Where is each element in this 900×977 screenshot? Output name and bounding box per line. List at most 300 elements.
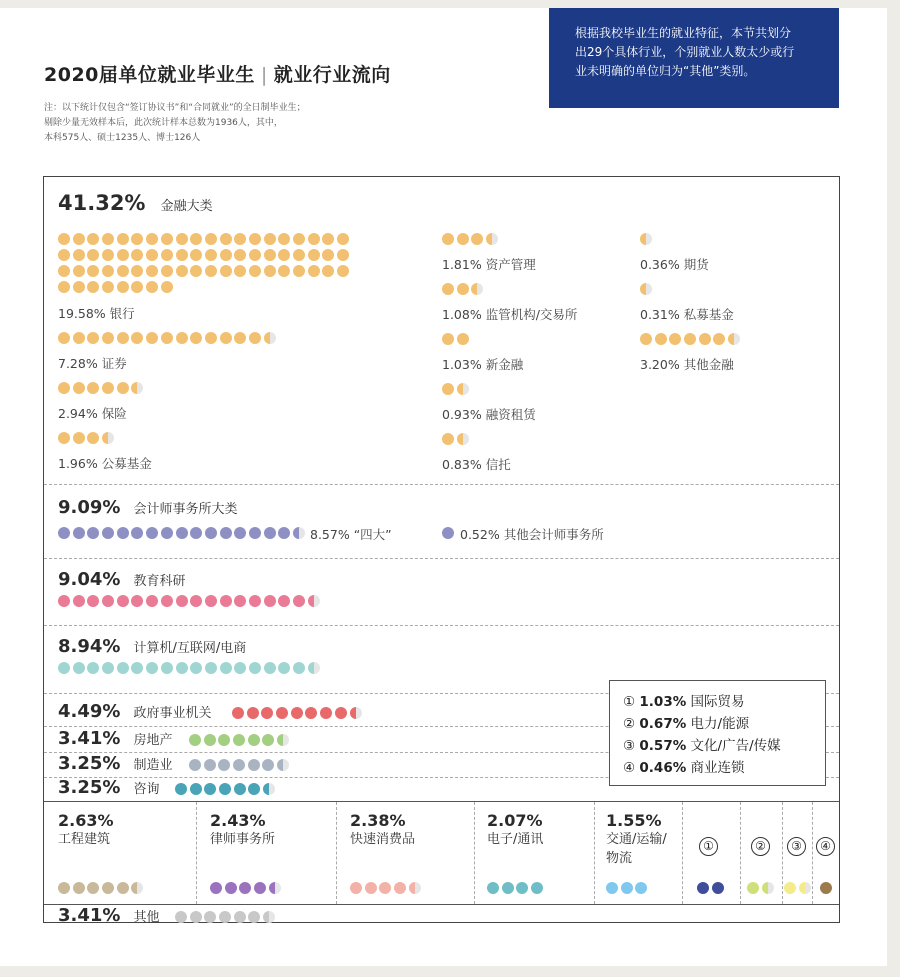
half-dot-mark [799, 882, 811, 894]
cell-divider [812, 802, 813, 904]
dot-mark [58, 233, 70, 245]
dot-mark [73, 233, 85, 245]
legend-item: ③ 0.57% 文化/广告/传媒 [623, 738, 781, 754]
dot-mark [220, 233, 232, 245]
dot-mark [102, 249, 114, 261]
dot-mark [117, 233, 129, 245]
insurance-dots [58, 382, 143, 394]
dot-mark [205, 332, 217, 344]
dot-mark [205, 595, 217, 607]
dot-mark [293, 265, 305, 277]
construction-cell [58, 811, 114, 849]
half-dot-mark [263, 783, 275, 795]
electronics-cell [487, 811, 543, 849]
dot-mark [204, 911, 216, 923]
dot-mark [146, 281, 158, 293]
construction-dots [58, 882, 143, 894]
dot-mark [102, 265, 114, 277]
divider [44, 625, 839, 626]
dot-mark [131, 281, 143, 293]
divider [44, 484, 839, 485]
dot-mark [293, 233, 305, 245]
law-pct: 2.43% [210, 811, 266, 830]
dot-mark [234, 332, 246, 344]
dot-mark [305, 707, 317, 719]
dot-mark [131, 527, 143, 539]
dot-mark [102, 332, 114, 344]
title-sub: 就业行业流向 [273, 64, 391, 86]
consulting-pct: 3.25% [58, 777, 121, 798]
dot-mark [117, 527, 129, 539]
dot-mark [146, 595, 158, 607]
law-cell [210, 811, 275, 849]
half-dot-mark [762, 882, 774, 894]
dot-mark [161, 249, 173, 261]
report-page [0, 8, 887, 966]
dot-mark [278, 233, 290, 245]
dot-mark [131, 595, 143, 607]
other-accounting-label: 0.52% 其他会计师事务所 [460, 527, 604, 542]
computer-pct: 8.94% [58, 636, 121, 657]
sample-note [44, 101, 306, 146]
dot-mark [204, 783, 216, 795]
dot-mark [457, 233, 469, 245]
dot-mark [102, 882, 114, 894]
dot-mark [87, 233, 99, 245]
power-dots [747, 882, 774, 894]
dot-mark [220, 332, 232, 344]
big4-dots [58, 527, 305, 539]
dot-mark [176, 233, 188, 245]
dot-mark [747, 882, 759, 894]
dot-mark [176, 527, 188, 539]
accounting-heading [58, 497, 238, 518]
dot-mark [379, 882, 391, 894]
dot-mark [606, 882, 618, 894]
government-pct: 4.49% [58, 701, 121, 722]
dot-mark [205, 233, 217, 245]
legend-item: ② 0.67% 电力/能源 [623, 716, 750, 732]
finance-pct: 41.32% [58, 191, 146, 215]
dot-mark [190, 911, 202, 923]
dot-mark [697, 882, 709, 894]
computer-heading [58, 636, 246, 657]
fmcg-label: 快速消费品 [350, 832, 416, 847]
accounting-label: 会计师事务所大类 [133, 502, 238, 517]
transport-label: 交通/运输/物流 [606, 832, 667, 866]
government-dots [232, 707, 362, 719]
dot-mark [58, 265, 70, 277]
securities-dots [58, 332, 276, 344]
half-dot-mark [264, 332, 276, 344]
dot-mark [73, 332, 85, 344]
dot-mark [442, 383, 454, 395]
dot-mark [635, 882, 647, 894]
dot-mark [204, 759, 216, 771]
dot-mark [87, 249, 99, 261]
dot-mark [102, 233, 114, 245]
dot-mark [234, 249, 246, 261]
accounting-pct: 9.09% [58, 497, 121, 518]
dot-mark [87, 265, 99, 277]
power-number-icon: ② [751, 837, 770, 856]
dot-mark [58, 432, 70, 444]
dot-mark [248, 911, 260, 923]
dot-mark [337, 233, 349, 245]
power-cell [751, 835, 770, 856]
dot-mark [655, 333, 667, 345]
dot-mark [234, 233, 246, 245]
law-label: 律师事务所 [210, 832, 276, 847]
dot-mark [176, 249, 188, 261]
cell-divider [336, 802, 337, 904]
dot-mark [278, 249, 290, 261]
electronics-label: 电子/通讯 [487, 832, 544, 847]
dot-mark [58, 595, 70, 607]
computer-label: 计算机/互联网/电商 [133, 641, 247, 656]
dot-mark [248, 783, 260, 795]
dot-mark [712, 882, 724, 894]
half-dot-mark [308, 595, 320, 607]
transport-dots [606, 882, 647, 894]
info-box [549, 8, 839, 108]
regulator-dots [442, 283, 483, 295]
dot-mark [278, 265, 290, 277]
fmcg-pct: 2.38% [350, 811, 406, 830]
dot-mark [264, 662, 276, 674]
half-dot-mark [102, 432, 114, 444]
dot-mark [161, 595, 173, 607]
info-line: 业未明确的单位归为“其他”类别。 [575, 64, 756, 78]
note-line: 注：以下统计仅包含“签订协议书”和“合同就业”的全日制毕业生； [44, 103, 306, 113]
dot-mark [220, 265, 232, 277]
industry-panel [43, 176, 840, 926]
dot-mark [146, 249, 158, 261]
dot-mark [669, 333, 681, 345]
insurance-label: 2.94% 保险 [58, 406, 127, 421]
dot-mark [234, 595, 246, 607]
consulting-dots [175, 783, 275, 795]
trade-cell [699, 835, 718, 856]
dot-mark [335, 707, 347, 719]
legend-item: ① 1.03% 国际贸易 [623, 694, 745, 710]
dot-mark [293, 249, 305, 261]
dot-mark [233, 759, 245, 771]
dot-mark [176, 332, 188, 344]
construction-label: 工程建筑 [58, 832, 111, 847]
other-label: 其他 [133, 910, 160, 925]
title-main: 2020届单位就业毕业生 [44, 64, 255, 86]
dot-mark [117, 882, 129, 894]
cell-divider [594, 802, 595, 904]
dot-mark [531, 882, 543, 894]
dot-mark [457, 333, 469, 345]
other-finance-label: 3.20% 其他金融 [640, 357, 734, 372]
dot-mark [190, 783, 202, 795]
dot-mark [487, 882, 499, 894]
dot-mark [175, 783, 187, 795]
dot-mark [293, 595, 305, 607]
realestate-dots [189, 734, 289, 746]
half-dot-mark [457, 383, 469, 395]
dot-mark [249, 332, 261, 344]
dot-mark [146, 662, 158, 674]
dot-mark [161, 233, 173, 245]
asset-mgmt-dots [442, 233, 498, 245]
dot-mark [234, 662, 246, 674]
dot-mark [190, 249, 202, 261]
dot-mark [516, 882, 528, 894]
big4-label: 8.57% “四大” [310, 527, 392, 542]
dot-mark [73, 432, 85, 444]
half-dot-mark [640, 283, 652, 295]
cell-divider [196, 802, 197, 904]
dot-mark [73, 882, 85, 894]
law-dots [210, 882, 281, 894]
dot-mark [350, 882, 362, 894]
bank-label: 19.58% 银行 [58, 306, 135, 321]
dot-mark [131, 233, 143, 245]
other-pct: 3.41% [58, 905, 121, 926]
trust-dots [442, 433, 469, 445]
dot-mark [291, 707, 303, 719]
dot-mark [131, 662, 143, 674]
manufacturing-dots [189, 759, 289, 771]
info-line: 出29个具体行业，个别就业人数太少或行 [575, 45, 795, 59]
half-dot-mark [269, 882, 281, 894]
dot-mark [249, 265, 261, 277]
transport-cell [606, 811, 676, 868]
manufacturing-heading [58, 753, 173, 774]
transport-pct: 1.55% [606, 811, 662, 830]
dot-mark [234, 527, 246, 539]
dot-mark [58, 527, 70, 539]
dot-mark [87, 382, 99, 394]
dot-mark [699, 333, 711, 345]
info-line: 根据我校毕业生的就业特征，本节共划分 [575, 26, 792, 40]
finance-label: 金融大类 [160, 199, 213, 214]
dot-mark [278, 662, 290, 674]
regulator-label: 1.08% 监管机构/交易所 [442, 307, 578, 322]
futures-label: 0.36% 期货 [640, 257, 709, 272]
dot-mark [58, 249, 70, 261]
dot-mark [190, 265, 202, 277]
dot-mark [175, 911, 187, 923]
retail-dots [820, 882, 832, 894]
dot-mark [249, 527, 261, 539]
dot-mark [264, 265, 276, 277]
dot-mark [146, 265, 158, 277]
dot-mark [220, 595, 232, 607]
dot-mark [684, 333, 696, 345]
dot-mark [264, 527, 276, 539]
leasing-label: 0.93% 融资租赁 [442, 407, 536, 422]
dot-mark [262, 734, 274, 746]
manufacturing-pct: 3.25% [58, 753, 121, 774]
half-dot-mark [277, 734, 289, 746]
dot-mark [442, 333, 454, 345]
half-dot-mark [277, 759, 289, 771]
dot-mark [365, 882, 377, 894]
manufacturing-label: 制造业 [133, 758, 173, 773]
dot-mark [176, 265, 188, 277]
dot-mark [205, 265, 217, 277]
half-dot-mark [263, 911, 275, 923]
dot-mark [131, 332, 143, 344]
private-fund-label: 0.31% 私募基金 [640, 307, 734, 322]
dot-mark [190, 233, 202, 245]
dot-mark [442, 233, 454, 245]
securities-label: 7.28% 证券 [58, 356, 127, 371]
dot-mark [442, 283, 454, 295]
dot-mark [146, 527, 158, 539]
trade-number-icon: ① [699, 837, 718, 856]
public-fund-label: 1.96% 公募基金 [58, 456, 152, 471]
dot-mark [220, 249, 232, 261]
dot-mark [820, 882, 832, 894]
culture-cell [787, 835, 806, 856]
dot-mark [189, 734, 201, 746]
education-pct: 9.04% [58, 569, 121, 590]
education-dots [58, 595, 320, 607]
half-dot-mark [471, 283, 483, 295]
half-dot-mark [308, 662, 320, 674]
other-dots [175, 911, 275, 923]
dot-mark [218, 759, 230, 771]
half-dot-mark [640, 233, 652, 245]
dot-mark [249, 595, 261, 607]
dot-mark [117, 662, 129, 674]
half-dot-mark [350, 707, 362, 719]
dot-mark [58, 882, 70, 894]
dot-mark [161, 265, 173, 277]
grid-bottom-border [44, 904, 839, 905]
half-dot-mark [131, 882, 143, 894]
private-fund-dots [640, 283, 652, 295]
dot-mark [234, 783, 246, 795]
dot-mark [87, 882, 99, 894]
dot-mark [176, 662, 188, 674]
dot-mark [102, 662, 114, 674]
dot-mark [73, 265, 85, 277]
dot-mark [220, 662, 232, 674]
dot-mark [219, 783, 231, 795]
dot-mark [87, 332, 99, 344]
dot-mark [248, 734, 260, 746]
dot-mark [205, 527, 217, 539]
dot-mark [205, 249, 217, 261]
dot-mark [73, 595, 85, 607]
asset-mgmt-label: 1.81% 资产管理 [442, 257, 536, 272]
half-dot-mark [131, 382, 143, 394]
legend-box [609, 680, 826, 786]
dot-mark [87, 662, 99, 674]
dot-mark [220, 527, 232, 539]
dot-mark [205, 662, 217, 674]
dot-mark [146, 332, 158, 344]
dot-mark [249, 233, 261, 245]
dot-mark [322, 265, 334, 277]
dot-mark [264, 595, 276, 607]
title-separator: | [260, 64, 268, 86]
finance-heading [58, 191, 213, 215]
dot-mark [161, 332, 173, 344]
dot-mark [502, 882, 514, 894]
dot-mark [204, 734, 216, 746]
dot-mark [58, 382, 70, 394]
government-heading [58, 701, 212, 722]
new-finance-label: 1.03% 新金融 [442, 357, 524, 372]
dot-mark [471, 233, 483, 245]
dot-mark [713, 333, 725, 345]
public-fund-dots [58, 432, 114, 444]
grid-top-border [44, 801, 839, 802]
education-heading [58, 569, 186, 590]
dot-mark [117, 281, 129, 293]
dot-mark [261, 707, 273, 719]
other-finance-dots [640, 333, 740, 345]
dot-mark [161, 281, 173, 293]
dot-mark [117, 595, 129, 607]
dot-mark [308, 265, 320, 277]
realestate-heading [58, 728, 173, 749]
divider [44, 558, 839, 559]
dot-mark [442, 433, 454, 445]
dot-mark [87, 432, 99, 444]
dot-mark [264, 249, 276, 261]
page-title [44, 60, 391, 87]
leasing-dots [442, 383, 469, 395]
dot-mark [249, 249, 261, 261]
other-accounting-dots [442, 527, 454, 539]
dot-mark [254, 882, 266, 894]
half-dot-mark [409, 882, 421, 894]
dot-mark [131, 249, 143, 261]
other-heading [58, 905, 160, 926]
dot-mark [190, 332, 202, 344]
dot-mark [176, 595, 188, 607]
dot-mark [58, 662, 70, 674]
half-dot-mark [457, 433, 469, 445]
retail-number-icon: ④ [816, 837, 835, 856]
trade-dots [697, 882, 724, 894]
dot-mark [73, 527, 85, 539]
dot-mark [337, 265, 349, 277]
dot-mark [58, 332, 70, 344]
dot-mark [73, 249, 85, 261]
dot-mark [621, 882, 633, 894]
cell-divider [474, 802, 475, 904]
dot-mark [308, 233, 320, 245]
dot-mark [457, 283, 469, 295]
dot-mark [117, 332, 129, 344]
dot-mark [262, 759, 274, 771]
dot-mark [87, 527, 99, 539]
trust-label: 0.83% 信托 [442, 457, 511, 472]
dot-mark [161, 662, 173, 674]
dot-mark [58, 281, 70, 293]
consulting-heading [58, 777, 160, 798]
dot-mark [102, 281, 114, 293]
futures-dots [640, 233, 652, 245]
dot-mark [234, 265, 246, 277]
note-line: 剔除少量无效样本后，此次统计样本总数为1936人，其中， [44, 118, 283, 128]
realestate-pct: 3.41% [58, 728, 121, 749]
culture-number-icon: ③ [787, 837, 806, 856]
culture-dots [784, 882, 811, 894]
dot-mark [278, 527, 290, 539]
dot-mark [248, 759, 260, 771]
